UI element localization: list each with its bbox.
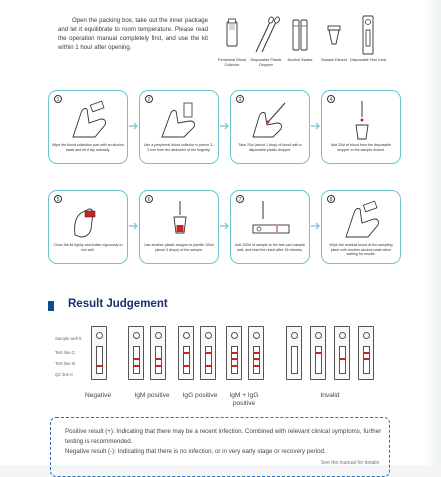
kit-label: Disposable Plastic Dropper bbox=[250, 58, 282, 67]
test-line-m bbox=[340, 358, 346, 360]
test-line-c bbox=[97, 365, 103, 367]
intro-text: Open the packing box, take out the inner package and let it equilibrate to room temperature. Please read the operation manual completely first, and use the kit within 1 hour after opening. bbox=[58, 17, 208, 51]
test-card bbox=[358, 326, 374, 380]
step-number: 3 bbox=[236, 95, 244, 103]
diluent-tube-icon bbox=[316, 14, 352, 58]
result-window bbox=[231, 346, 238, 374]
result-label-igm-positive: IgM positive bbox=[134, 392, 170, 399]
section-title: Result Judgement bbox=[68, 298, 168, 310]
result-label-invalid: Invalid bbox=[320, 392, 340, 399]
test-card bbox=[91, 326, 107, 380]
result-window bbox=[133, 346, 140, 374]
result-window bbox=[183, 346, 190, 374]
test-line-m bbox=[156, 358, 162, 360]
add-blood-icon bbox=[340, 99, 384, 141]
result-label-negative: Negative bbox=[84, 392, 112, 399]
test-line-m bbox=[232, 358, 238, 360]
arrow-right-icon bbox=[220, 222, 230, 230]
see-manual-note: See the manual for details bbox=[320, 460, 379, 466]
test-card bbox=[178, 326, 194, 380]
result-window bbox=[363, 346, 370, 374]
test-line-c bbox=[254, 365, 260, 367]
result-notes-box bbox=[50, 417, 390, 477]
test-line-c bbox=[206, 365, 212, 367]
result-window bbox=[339, 346, 346, 374]
test-line-g bbox=[364, 352, 370, 354]
legend-test-line-g: Test line G bbox=[55, 350, 75, 355]
arrow-right-icon bbox=[129, 122, 139, 130]
arrow-right-icon bbox=[311, 222, 321, 230]
result-window bbox=[96, 346, 103, 374]
sample-well bbox=[253, 332, 260, 339]
test-card bbox=[248, 326, 264, 380]
test-line-c bbox=[134, 365, 140, 367]
step-text: Add 100ul of sample to the test card sample well, and read the result after 15 minutes. bbox=[234, 243, 306, 252]
blood-collector-icon bbox=[214, 14, 250, 58]
step-8 bbox=[321, 190, 401, 264]
result-label-igm-igg-positive: IgM + IgG positive bbox=[229, 392, 259, 407]
kit-item-dropper bbox=[248, 14, 284, 84]
arrow-right-icon bbox=[129, 222, 139, 230]
step-text: Add 20ul of blood from the disposable dropper to the sample diluent. bbox=[330, 143, 392, 152]
step-text: Use another plastic dropper to pipette 100ul (about 3 drops) of the sample. bbox=[144, 243, 214, 252]
kit-item-alcohol-swab bbox=[282, 14, 318, 84]
finger-pierce-icon bbox=[158, 99, 202, 141]
step-number: 7 bbox=[236, 195, 244, 203]
test-line-c bbox=[232, 365, 238, 367]
sample-well bbox=[155, 332, 162, 339]
test-line-m bbox=[364, 358, 370, 360]
sample-well bbox=[339, 332, 346, 339]
dropper-icon bbox=[248, 14, 284, 58]
test-line-g bbox=[184, 352, 190, 354]
pipette-sample-icon bbox=[158, 199, 202, 241]
step-1 bbox=[48, 90, 128, 164]
step-number: 6 bbox=[145, 195, 153, 203]
negative-note: Negative result (-): Indicating that there is no infection, or in very early stage or recovery period. bbox=[65, 448, 326, 455]
intro-paragraph bbox=[58, 16, 208, 52]
step-number: 4 bbox=[327, 95, 335, 103]
test-card bbox=[150, 326, 166, 380]
test-card bbox=[226, 326, 242, 380]
kit-item-test-card bbox=[350, 14, 386, 84]
test-line-g bbox=[254, 352, 260, 354]
result-window bbox=[315, 346, 322, 374]
test-card bbox=[286, 326, 302, 380]
dropper-blood-icon bbox=[249, 99, 293, 141]
step-number: 5 bbox=[54, 195, 62, 203]
positive-note: Positive result (+): Indicating that there may be a recent infection. Combined with relevant clinical symptoms, further testing is recommended. bbox=[65, 428, 382, 445]
sample-well bbox=[231, 332, 238, 339]
finger-wipe-icon bbox=[340, 199, 384, 241]
test-line-g bbox=[316, 352, 322, 354]
sample-well bbox=[363, 332, 370, 339]
sample-well bbox=[133, 332, 140, 339]
kit-label: Sample Diluent bbox=[321, 58, 347, 62]
kit-label: Alcohol Swabs bbox=[287, 58, 313, 62]
legend-qc-line-c: QC line C bbox=[55, 372, 74, 377]
step-number: 8 bbox=[327, 195, 335, 203]
result-window bbox=[253, 346, 260, 374]
step-4 bbox=[321, 90, 401, 164]
finger-wipe-icon bbox=[67, 99, 111, 141]
sample-well bbox=[315, 332, 322, 339]
test-line-c bbox=[184, 365, 190, 367]
result-label-igg-positive: IgG positive bbox=[182, 392, 218, 399]
result-window bbox=[291, 346, 298, 374]
test-card bbox=[128, 326, 144, 380]
test-line-g bbox=[206, 352, 212, 354]
test-line-m bbox=[134, 358, 140, 360]
step-text: Use a peripheral blood collector to pierce 2–3 mm from the abdomen of the fingertip. bbox=[143, 143, 215, 152]
step-text: Close the lid tightly and shake vigorously to mix well. bbox=[53, 243, 123, 252]
add-to-card-icon bbox=[249, 199, 293, 241]
result-window bbox=[155, 346, 162, 374]
alcohol-swab-icon bbox=[282, 14, 318, 58]
step-7 bbox=[230, 190, 310, 264]
kit-item-blood-collector bbox=[214, 14, 250, 84]
step-number: 1 bbox=[54, 95, 62, 103]
test-line-m bbox=[254, 358, 260, 360]
kit-item-diluent bbox=[316, 14, 352, 84]
result-window bbox=[205, 346, 212, 374]
kit-components bbox=[214, 14, 387, 84]
legend-sample-well: Sample well S bbox=[55, 336, 82, 341]
sample-well bbox=[96, 332, 103, 339]
legend-test-line-m: Test line M bbox=[55, 361, 76, 366]
result-notes bbox=[65, 427, 383, 457]
step-3 bbox=[230, 90, 310, 164]
test-card bbox=[200, 326, 216, 380]
step-text: Take 20ul (about 1 drop) of blood with a disposable plastic dropper. bbox=[238, 143, 302, 152]
step-text: Wipe the residual blood at the sampling place with another alcohol swab when waiting for results. bbox=[329, 243, 393, 257]
step-text: Wipe the blood collection part with an alcohol swab and let it dry naturally. bbox=[52, 143, 124, 152]
step-6 bbox=[139, 190, 219, 264]
shake-tube-icon bbox=[67, 199, 111, 241]
test-card bbox=[310, 326, 326, 380]
arrow-right-icon bbox=[220, 122, 230, 130]
sample-well bbox=[291, 332, 298, 339]
test-card-icon bbox=[350, 14, 386, 58]
step-2 bbox=[139, 90, 219, 164]
arrow-right-icon bbox=[311, 122, 321, 130]
sample-well bbox=[183, 332, 190, 339]
sample-well bbox=[205, 332, 212, 339]
kit-label: Peripheral Blood Collector bbox=[217, 58, 247, 67]
section-marker bbox=[48, 301, 54, 311]
step-5 bbox=[48, 190, 128, 264]
page-edge-shade bbox=[423, 0, 441, 465]
step-number: 2 bbox=[145, 95, 153, 103]
kit-label: Disposable Test Card bbox=[349, 58, 387, 62]
test-line-g bbox=[232, 352, 238, 354]
test-card bbox=[334, 326, 350, 380]
test-line-c bbox=[156, 365, 162, 367]
